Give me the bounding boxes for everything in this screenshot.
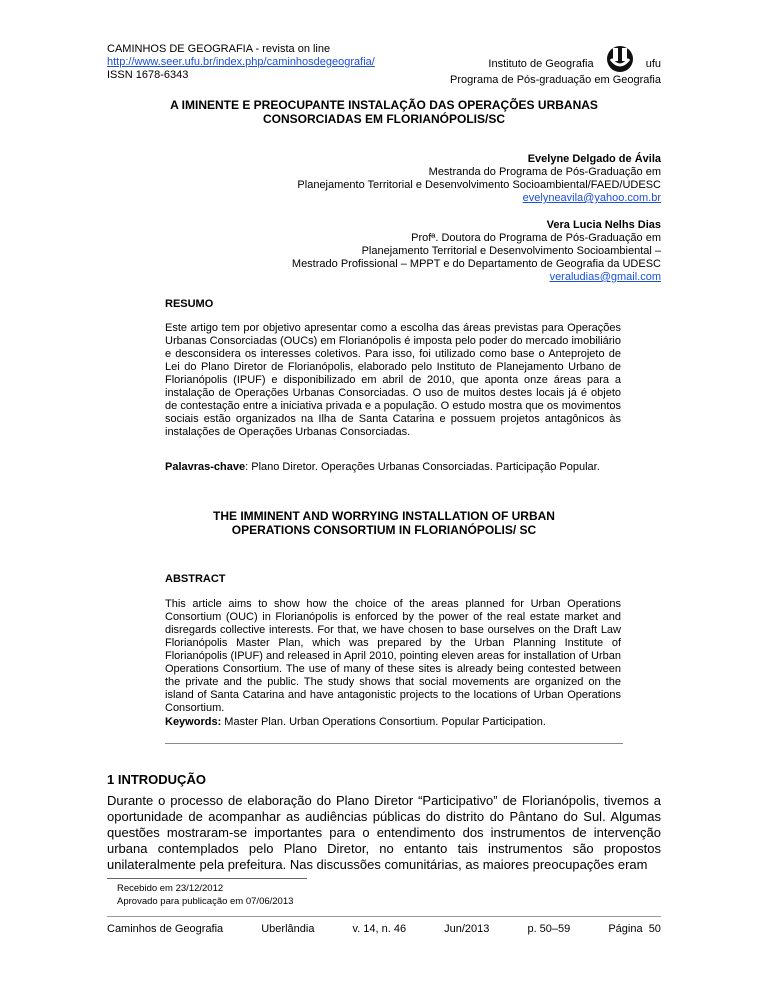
introduction-text: Durante o processo de elaboração do Plano Diretor “Participativo” de Florianópolis, tivemos a oportunidade de acompanhar as audiências públicas do distrito do Pântano do Sul. Algumas questões mostraram-se importantes para o entendimento dos instrumentos de intervenção urbana contemplados pelo Plano Diretor, no entanto tais instrumentos são propostos unilateralmente pela prefeitura. Nas discussões comunitárias, as maiores preocupações eram bbox=[107, 793, 661, 872]
abstract-heading: ABSTRACT bbox=[165, 573, 226, 585]
journal-header bbox=[107, 43, 375, 82]
institution-header bbox=[450, 43, 661, 88]
author-email-link[interactable]: evelyneavila@yahoo.com.br bbox=[522, 192, 661, 204]
author-name: Evelyne Delgado de Ávila bbox=[527, 153, 661, 165]
resumo-heading: RESUMO bbox=[165, 298, 214, 310]
footnote-divider bbox=[107, 878, 307, 879]
footer-page-number: Página 50 bbox=[608, 923, 661, 935]
palavras-chave: Palavras-chave: Plano Diretor. Operações Urbanas Consorciadas. Participação Popular. bbox=[165, 461, 600, 473]
footer-volume: v. 14, n. 46 bbox=[352, 923, 407, 935]
journal-url-link[interactable]: http://www.seer.ufu.br/index.php/caminhosdegeografia/ bbox=[107, 56, 375, 68]
ufu-logo-icon bbox=[601, 45, 639, 73]
resumo-text: Este artigo tem por objetivo apresentar como a escolha das áreas previstas para Operações Urbanas Consorciadas (OUCs) em Florianópolis é imposta pelo poder do mercado imobiliário e desconsidera os interesses coletivos. Para isso, foi utilizado como base o Anteprojeto de Lei do Plano Diretor de Florianópolis, elaborado pelo Instituto de Planejamento Urbano de Florianópolis (IPUF) e disponibilizado em abril de 2010, que aponta onze áreas para a instalação de Operações Urbanas Consorciadas. O uso de muitos destes locais já é objeto de contestação entre a iniciativa privada e a população. O estudo mostra que os movimentos sociais estão organizados na Ilha de Santa Catarina e possuem projetos antagônicos às instalações de Operações Urbanas Consorciadas. bbox=[165, 322, 621, 438]
footer-pages: p. 50–59 bbox=[527, 923, 571, 935]
footer-date: Jun/2013 bbox=[444, 923, 490, 935]
author-block-2: Vera Lucia Nelhs Dias Profª. Doutora do Programa de Pós-Graduação em Planejamento Territorial e Desenvolvimento Socioambiental – Mestrado Profissional – MPPT e do Departamento de Geografia da UDESC veraludias@gmail.com bbox=[291, 219, 661, 283]
author-block-1: Evelyne Delgado de Ávila Mestranda do Programa de Pós-Graduação em Planejamento Territorial e Desenvolvimento Socioambiental/FAED/UDESC evelyneavila@yahoo.com.br bbox=[297, 153, 661, 204]
author-email-link[interactable]: veraludias@gmail.com bbox=[549, 271, 661, 283]
footer-journal: Caminhos de Geografia bbox=[107, 923, 224, 935]
journal-name: CAMINHOS DE GEOGRAFIA - revista on line bbox=[107, 43, 331, 55]
issn: ISSN 1678-6343 bbox=[107, 69, 189, 81]
footnote: Recebido em 23/12/2012 Aprovado para publicação em 07/06/2013 bbox=[117, 883, 294, 907]
abstract-text: This article aims to show how the choice of the areas planned for Urban Operations Consortium (OUC) in Florianópolis is enforced by the power of the real estate market and disregards collective interests. For that, we have chosen to base ourselves on the Draft Law Florianópolis Master Plan, which was prepared by the Urban Planning Institute of Florianópolis (IPUF) and released in April 2010, pointing eleven areas for installation of Urban Operations Consortium. The use of many of these sites is already being contested between the private and the public. The study shows that social movements are organized on the island of Santa Catarina and have antagonistic projects to the locations of Urban Operations Consortium. bbox=[165, 598, 621, 714]
article-title-pt: A IMINENTE E PREOCUPANTE INSTALAÇÃO DAS OPERAÇÕES URBANAS CONSORCIADAS EM FLORIANÓPOLIS/SC bbox=[170, 98, 598, 126]
abstract-divider bbox=[165, 743, 623, 744]
program-name: Programa de Pós-graduação em Geografia bbox=[450, 74, 661, 86]
keywords: Keywords: Master Plan. Urban Operations Consortium. Popular Participation. bbox=[165, 716, 546, 728]
introduction-heading: 1 INTRODUÇÃO bbox=[107, 772, 206, 787]
article-title-en: THE IMMINENT AND WORRYING INSTALLATION OF URBAN OPERATIONS CONSORTIUM IN FLORIANÓPOLIS/ SC bbox=[213, 509, 555, 537]
author-name: Vera Lucia Nelhs Dias bbox=[546, 219, 661, 231]
page-footer bbox=[107, 923, 661, 935]
institute-name: Instituto de Geografia bbox=[488, 58, 594, 70]
footer-city: Uberlândia bbox=[261, 923, 315, 935]
ufu-label: ufu bbox=[645, 58, 661, 70]
footer-divider bbox=[107, 916, 661, 917]
